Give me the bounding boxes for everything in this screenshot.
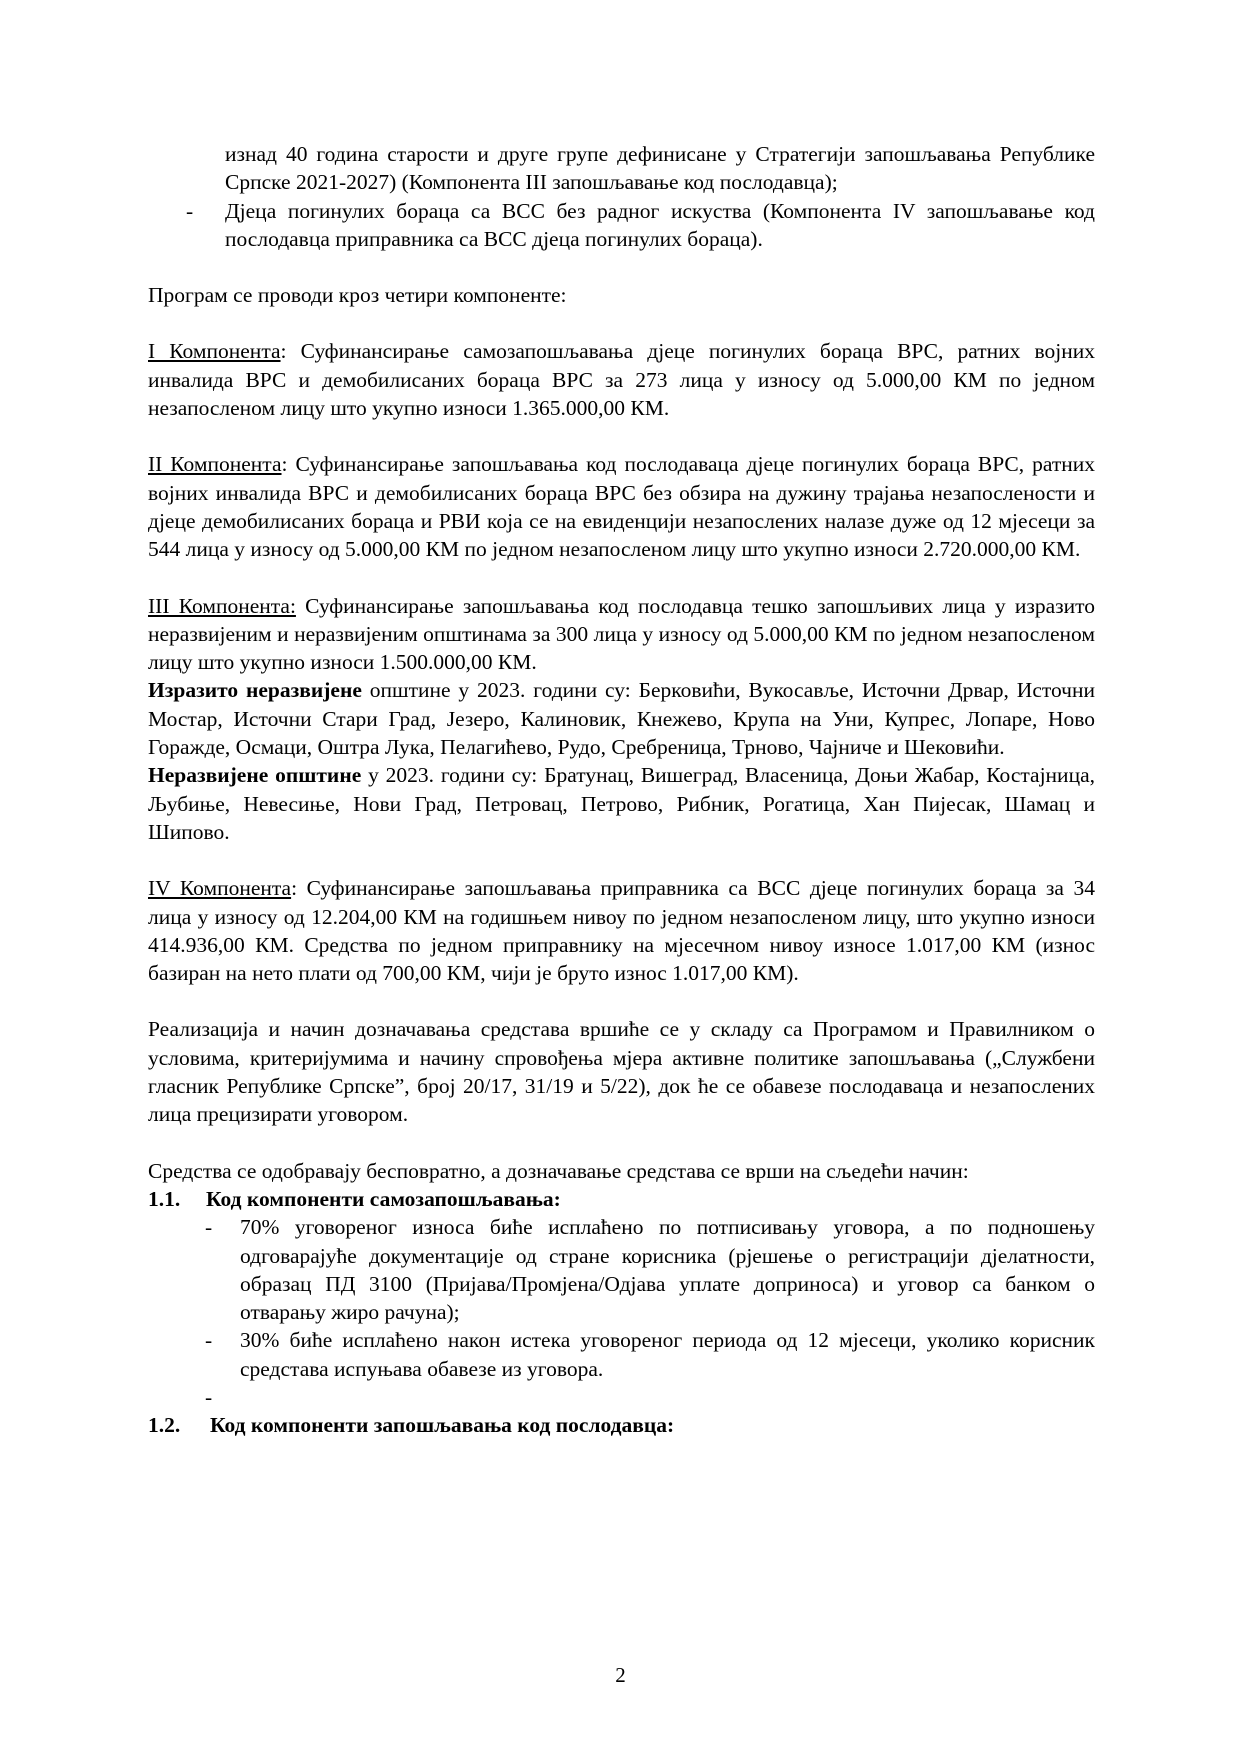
component-2-label: II Компонента: [148, 452, 282, 477]
bullet-continuation: [148, 140, 1095, 197]
section-1-1-heading: [148, 1185, 1095, 1213]
bullet-dash: -: [186, 198, 194, 223]
underdeveloped-label: Неразвијене општине: [148, 763, 362, 788]
component-4-text: : Суфинансирање запошљавања приправника са ВСС дјеце погинулих бораца за 34 лица у износу од 12.204,00 КМ на годишњем нивоу по једном незапосленом лицу, што укупно износи 414.936,00 КМ. Средства по једном приправнику на мјесечном нивоу износе 1.017,00 КМ (износ базиран на нето плати од 700,00 КМ, чији је бруто износ 1.017,00 КМ).: [148, 876, 1096, 986]
component-1-text: : Суфинансирање самозапошљавања дјеце погинулих бораца ВРС, ратних војних инвалида ВРС и демобилисаних бораца ВРС за 273 лица у износу од 5.000,00 КМ по једном незапосленом лицу што укупно износи 1.365.000,00 КМ.: [148, 339, 1095, 421]
bullet-text: изнад 40 година старости и друге групе дефинисане у Стратегији запошљавања Републике Српске 2021-2027) (Компонента III запошљавање код послодавца);: [225, 142, 1095, 195]
bullet-dash: -: [205, 1328, 213, 1353]
section-1-1-bullet: [148, 1326, 1095, 1383]
empty-bullet: [148, 1383, 1095, 1411]
section-1-2-number: 1.2.: [148, 1413, 181, 1438]
component-2-paragraph: [148, 450, 1095, 563]
bullet-text: 70% уговореног износа биће исплаћено по потписивању уговора, а по подношењу одговарајуће документације од стране корисника (рјешење о регистрацији дјелатности, образац ПД 3100 (Пријава/Промјена/Одјава уплате доприноса) и уговор са банком о отварању жиро рачуна);: [240, 1215, 1095, 1325]
bullet-item: [148, 197, 1095, 254]
component-1-label: I Компонента: [148, 339, 281, 364]
component-4-paragraph: [148, 874, 1095, 987]
section-1-1-title: Код компоненти самозапошљавања:: [206, 1186, 561, 1211]
very-underdeveloped-text: општине у 2023. години су: Берковићи, Вукосавље, Источни Дрвар, Источни Мостар, Источни Стари Град, Језеро, Калиновик, Кнежево, Крупа на Уни, Купрес, Лопаре, Ново Горажде, Осмаци, Оштра Лука, Пелагићево, Рудо, Сребреница, Трново, Чајниче и Шековићи.: [148, 678, 1095, 760]
page-number: 2: [615, 1663, 626, 1687]
component-1-paragraph: [148, 337, 1095, 422]
section-1-2-heading: [148, 1411, 1095, 1439]
section-1-1-number: 1.1.: [148, 1186, 181, 1211]
funds-paragraph: Средства се одобравају бесповратно, а дозначавање средстава се врши на сљедећи начин:: [148, 1158, 969, 1183]
very-underdeveloped-paragraph: [148, 676, 1095, 761]
intro-paragraph: Програм се проводи кроз четири компоненте:: [148, 283, 567, 308]
section-1-2-title: Код компоненти запошљавања код послодавца:: [210, 1413, 675, 1438]
component-2-text: : Суфинансирање запошљавања код послодаваца дјеце погинулих бораца ВРС, ратних војних инвалида ВРС и демобилисаних бораца ВРС без обзира на дужину трајања незапослености и дјеце демобилисаних бораца и РВИ која се на евиденцији незапослених налазе дуже од 12 мјесеци за 544 лица у износу од 5.000,00 КМ по једном незапосленом лицу што укупно износи 2.720.000,00 КМ.: [148, 452, 1095, 562]
document-page: [148, 140, 1095, 1440]
component-3-paragraph: [148, 592, 1095, 677]
realization-paragraph: Реализација и начин дозначавања средстава вршиће се у складу са Програмом и Правилником о условима, критеријумима и начину спровођења мјера активне политике запошљавања („Службени гласник Републике Српске”, број 20/17, 31/19 и 5/22), док ће се обавезе послодаваца и незапослених лица прецизирати уговором.: [148, 1017, 1095, 1127]
very-underdeveloped-label: Изразито неразвијене: [148, 678, 362, 703]
component-4-label: IV Компонента: [148, 876, 292, 901]
bullet-dash: -: [205, 1384, 213, 1409]
underdeveloped-text: у 2023. години су: Братунац, Вишеград, Власеница, Доњи Жабар, Костајница, Љубиње, Невесиње, Нови Град, Петровац, Петрово, Рибник, Рогатица, Хан Пијесак, Шамац и Шипово.: [148, 763, 1095, 844]
component-3-label: III Компонента:: [148, 593, 296, 618]
bullet-text: 30% биће исплаћено након истека уговореног периода од 12 мјесеци, уколико корисник средстава испуњава обавезе из уговора.: [240, 1328, 1095, 1381]
underdeveloped-paragraph: [148, 761, 1095, 846]
bullet-text: Дјеца погинулих бораца са ВСС без радног искуства (Компонента IV запошљавање код послодавца приправника са ВСС дјеца погинулих бораца).: [225, 198, 1095, 251]
component-3-text: Суфинансирање запошљавања код послодавца тешко запошљивих лица у изразито неразвијеним и неразвијеним општинама за 300 лица у износу од 5.000,00 КМ по једном незапосленом лицу што укупно износи 1.500.000,00 КМ.: [148, 593, 1096, 675]
bullet-dash: -: [205, 1215, 213, 1240]
section-1-1-bullet: [148, 1213, 1095, 1326]
